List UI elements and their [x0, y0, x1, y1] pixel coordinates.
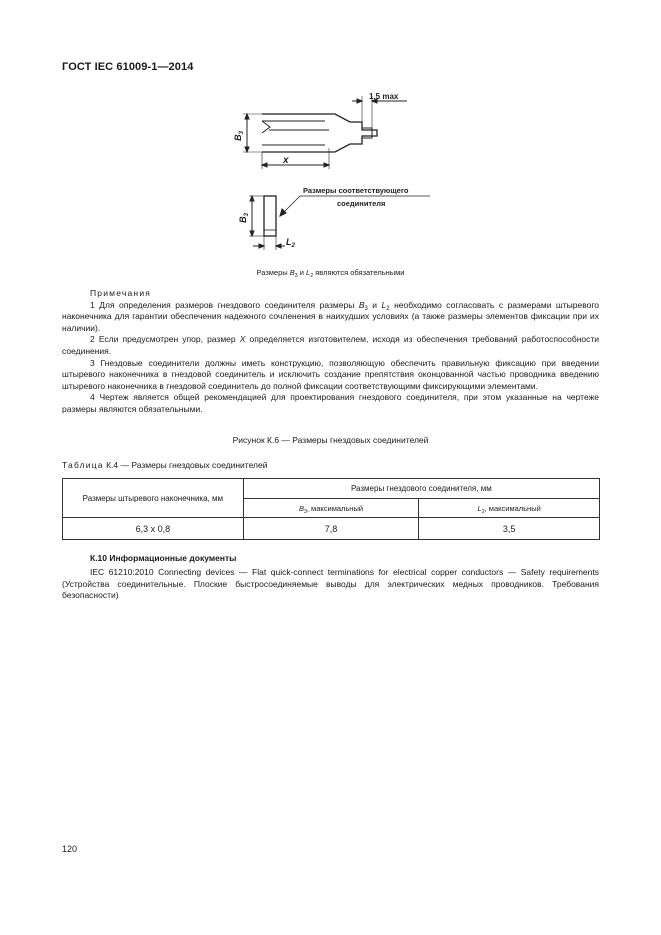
notes-block — [62, 288, 599, 416]
header-socket-size: Размеры гнездового соединителя, мм — [243, 479, 599, 499]
b3-side-label: $B_3$ — [238, 213, 250, 223]
l2-label: $L_2$ — [286, 237, 295, 249]
note-3: 3 Гнездовые соединители должны иметь конструкцию, позволяющую обеспечить правильную фиксацию при введении штыревого наконечника в гнездовой соединитель и исключить создание препятствия оконцованной частью проводника введению штыревого наконечника в гнездовой соединитель до полной фиксации соответствующими фиксирующими элементами. — [62, 357, 599, 391]
connector-drawing — [225, 88, 445, 256]
callout-text-line2: соединителя — [337, 199, 386, 208]
document-header: ГОСТ IEC 61009-1—2014 — [62, 61, 194, 73]
section-text: IEC 61210:2010 Connecting devices — Flat quick-connect terminations for electrical copper conductors — Safety requirements (Устройства соединительные. Плоские быстросоединяемые выводы для электрических медных проводников. Требования безопасности) — [62, 567, 599, 601]
b3-label: $B_3$ — [233, 131, 245, 141]
callout-text-line1: Размеры соответствующего — [303, 186, 409, 195]
cell-l2: 3,5 — [419, 518, 600, 540]
max-label: 1,5 max — [369, 92, 399, 101]
section-heading: К.10 Информационные документы — [90, 553, 237, 563]
note-2: 2 Если предусмотрен упор, размер X определяется изготовителем, исходя из обеспечения требований работоспособности соединения. — [62, 334, 600, 356]
connector-inner-slot — [262, 121, 329, 145]
connector-body-outline — [262, 114, 377, 152]
figure-small-caption: Размеры $B_3$ и $L_2$ являются обязательными — [256, 268, 405, 279]
x-label: x — [283, 155, 289, 166]
header-l2: $L_2$, максимальный — [419, 499, 600, 518]
header-b3: $B_3$, максимальный — [243, 499, 419, 518]
note-4: 4 Чертеж является общей рекомендацией для проектирования гнездового соединителя, при этом указанные на чертеже размеры являются обязательными. — [62, 392, 599, 414]
page-number: 120 — [62, 844, 78, 854]
note-1: 1 Для определения размеров гнездового соединителя размеры $B_3$ и $L_2$ необходимо согласовать с размерами штыревого наконечника для гарантии обеспечения надежного сочленения в наихудших условиях (а также размеры элементов фиксации при их наличии). — [62, 299, 599, 333]
cell-size: 6,3 x 0,8 — [63, 518, 244, 540]
figure-caption: Рисунок К.6 — Размеры гнездовых соединителей — [232, 435, 429, 445]
notes-heading: Примечания — [90, 288, 152, 298]
dimensions-table — [62, 478, 600, 540]
cell-b3: 7,8 — [243, 518, 419, 540]
table-title: Таблица К.4 — Размеры гнездовых соединителей — [62, 460, 268, 470]
table-row — [63, 518, 600, 540]
header-tab-size: Размеры штыревого наконечника, мм — [63, 479, 244, 518]
